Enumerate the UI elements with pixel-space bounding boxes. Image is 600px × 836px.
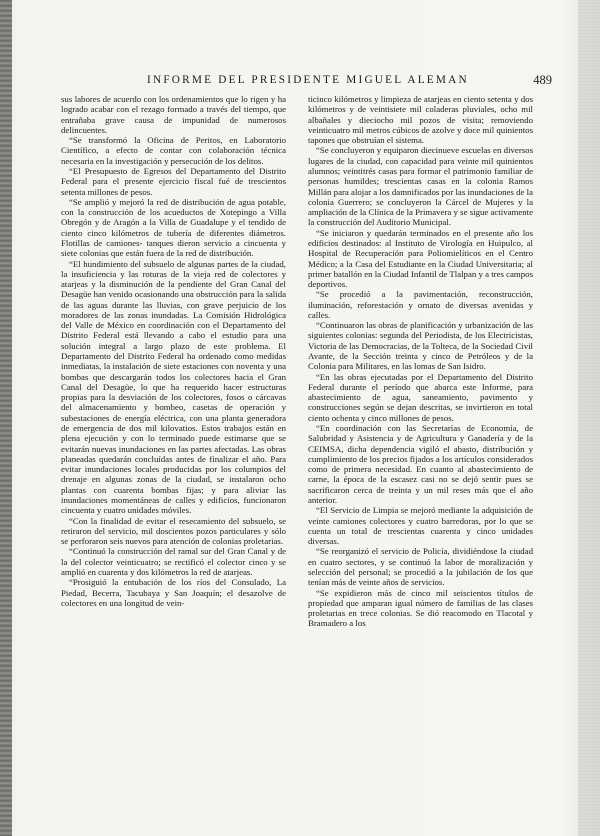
paragraph: “Se procedió a la pavimentación, reconstrucción, iluminación, reforestación y ornato de diversas avenidas y calles. [308, 289, 533, 320]
paragraph: sus labores de acuerdo con los ordenamientos que lo rigen y ha logrado acabar con el rezago formado a través del tiempo, que entrañaba grave causa de impunidad de numerosos delincuentes. [61, 94, 286, 135]
text-columns [61, 94, 531, 794]
paragraph: “El Presupuesto de Egresos del Departamento del Distrito Federal para el presente ejercicio fiscal fué de trescientos setenta millones de pesos. [61, 165, 286, 197]
binding-edge [0, 0, 12, 836]
paragraph: “Continuó la construcción del ramal sur del Gran Canal y de la del colector veinticuatro; se rectificó el colector cinco y se amplió en cuarenta y dos kilómetros la red de atarjeas. [61, 546, 286, 577]
paragraph: “En las obras ejecutadas por el Departamento del Distrito Federal durante el período que abarca este Informe, para abastecimiento de agua, saneamiento, pavimento y construcciones según se dejan descritas, se invirtieron en total ciento ochenta y cinco millones de pesos. [308, 371, 533, 423]
paragraph: “Se transformó la Oficina de Peritos, en Laboratorio Científico, a efecto de contar con colaboración técnica necesaria en la investigación y persecución de los delitos. [61, 135, 286, 166]
right-column [308, 94, 533, 629]
page-edge-stack [578, 0, 600, 836]
paragraph: “En coordinación con las Secretarías de Economía, de Salubridad y Asistencia y de Agricultura y Ganadería y de la CEIMSA, dicha dependencia vigiló el abasto, distribución y cumplimiento de los precios fijados a los artículos considerados como de primera necesidad. En cuanto al abastecimiento de carne, la época de la escasez casi no se dejó sentir pues se sacrificaron cerca de treinta y un mil reses más que el año anterior. [308, 423, 533, 505]
paragraph: “Se reorganizó el servicio de Policía, dividiéndose la ciudad en cuatro sectores, y se continuó la labor de moralización y selección del personal; se procedió a la jubilación de los que tenían más de veinte años de servicios. [308, 546, 533, 588]
left-column [61, 94, 286, 608]
paragraph: “Se amplió y mejoró la red de distribución de agua potable, con la construcción de los acueductos de Xotepingo a Villa Obregón y de Aragón a la Villa de Guadalupe y el tendido de ciento cinco kilómetros de tubería de diferentes diámetros. Flotillas de camiones- tanques dieron servicio a cincuenta y siete colonias que están fuera de la red de distribución. [61, 196, 286, 259]
paragraph: “Se expidieron más de cinco mil seiscientos títulos de propiedad que amparan igual número de familias de las clases proletarias en trece colonias. Se dió reacomodo en Tlacotal y Bramadero a los [308, 587, 533, 629]
paragraph: “Se iniciaron y quedarán terminados en el presente año los edificios destinados: al Instituto de Virología en Huipulco, al Hospital de Recuperación para Poliomielíticos en el Centro Médico; a la Casa del Estudiante en la Ciudad Universitaria; al primer batallón en la Ciudad Infantil de Tlalpan y a tres campos deportivos. [308, 227, 533, 290]
paragraph: “Con la finalidad de evitar el resecamiento del subsuelo, se retiraron del servicio, mil doscientos pozos particulares y sólo se perforaron seis nuevos para atención de colonias proletarias. [61, 515, 286, 547]
running-title: INFORME DEL PRESIDENTE MIGUEL ALEMAN [147, 74, 469, 86]
page-header [92, 74, 552, 92]
paragraph: ticinco kilómetros y limpieza de atarjeas en ciento setenta y dos kilómetros y de veintisiete mil coladeras pluviales, ocho mil albañales y dieciocho mil pozos de visita; removiendo veinticuatro mil metros cúbicos de azolve y doce mil quinientos tapones que obstruían el sistema. [308, 94, 533, 146]
page-number: 489 [533, 73, 552, 87]
paragraph: “El Servicio de Limpia se mejoró mediante la adquisición de veinte camiones colectores y cuatro barredoras, por lo que se cuenta un total de trescientas cuarenta y cinco unidades diversas. [308, 505, 533, 547]
paragraph: “El hundimiento del subsuelo de algunas partes de la ciudad, la insuficiencia y las roturas de la vieja red de colectores y atarjeas y la disminución de la pendiente del Gran Canal del Desagüe han venido ocasionando una obstrucción para la salida de las aguas durante las lluvias, con grave perjuicio de los moradores de las zonas inundadas. La Comisión Hidrológica del Valle de México en coordinación con el Departamento del Distrito Federal está llevando a cabo el estudio para una solución integral a largo plazo de este problema. El Departamento del Distrito Federal ha ordenado como medidas inmediatas, la instalación de siete estaciones con noventa y una bombas que descargarán todos los colectores hacia el Gran Canal del Desagüe, lo que ha requerido hacer estructuras propias para la desviación de los colectores, fosos o cárcavas del almacenamiento y bombeo, casetas de operación y subestaciones de energía eléctrica, con una planta generadora de emergencia de dos mil kilovatios. Estos trabajos están en plena ejecución y con lo terminado puede estimarse que se evitarán nuevas inundaciones en las partes afectadas. Las obras planeadas quedarán concluídas antes de finalizar el año. Para evitar inundaciones locales producidas por los columpios del drenaje en algunas zonas de la ciudad, se instalaron ocho plantas con cuarenta bombas fijas; y para aliviar las inundaciones momentáneas de calles y edificios, funcionaron cincuenta y cuatro unidades móviles. [61, 258, 286, 516]
paragraph: “Se concluyeron y equiparon diecinueve escuelas en diversos lugares de la ciudad, con capacidad para veinte mil quinientos alumnos; veintitrés casas para formar el patrimonio familiar de personas humildes; trescientas casas en la colonia Ramos Millán para alojar a los damnificados por las inundaciones de la colonia Guerrero; se concluyeron la Cárcel de Mujeres y la ampliación de la Clínica de la Primavera y se sigue activamente la construcción del Auditorio Municipal. [308, 145, 533, 228]
paragraph: “Continuaron las obras de planificación y urbanización de las siguientes colonias: segunda del Periodista, de los Electricistas, Victoria de las Democracias, de la Tolteca, de la Sociedad Civil Avante, de la Sección treinta y cinco de Petróleos y de la Colonia para Militares, en las lomas de San Isidro. [308, 320, 533, 372]
paragraph: “Prosiguió la entubación de los ríos del Consulado, La Piedad, Becerra, Tacubaya y San Joaquín; el desazolve de colectores en una longitud de vein- [61, 577, 286, 608]
